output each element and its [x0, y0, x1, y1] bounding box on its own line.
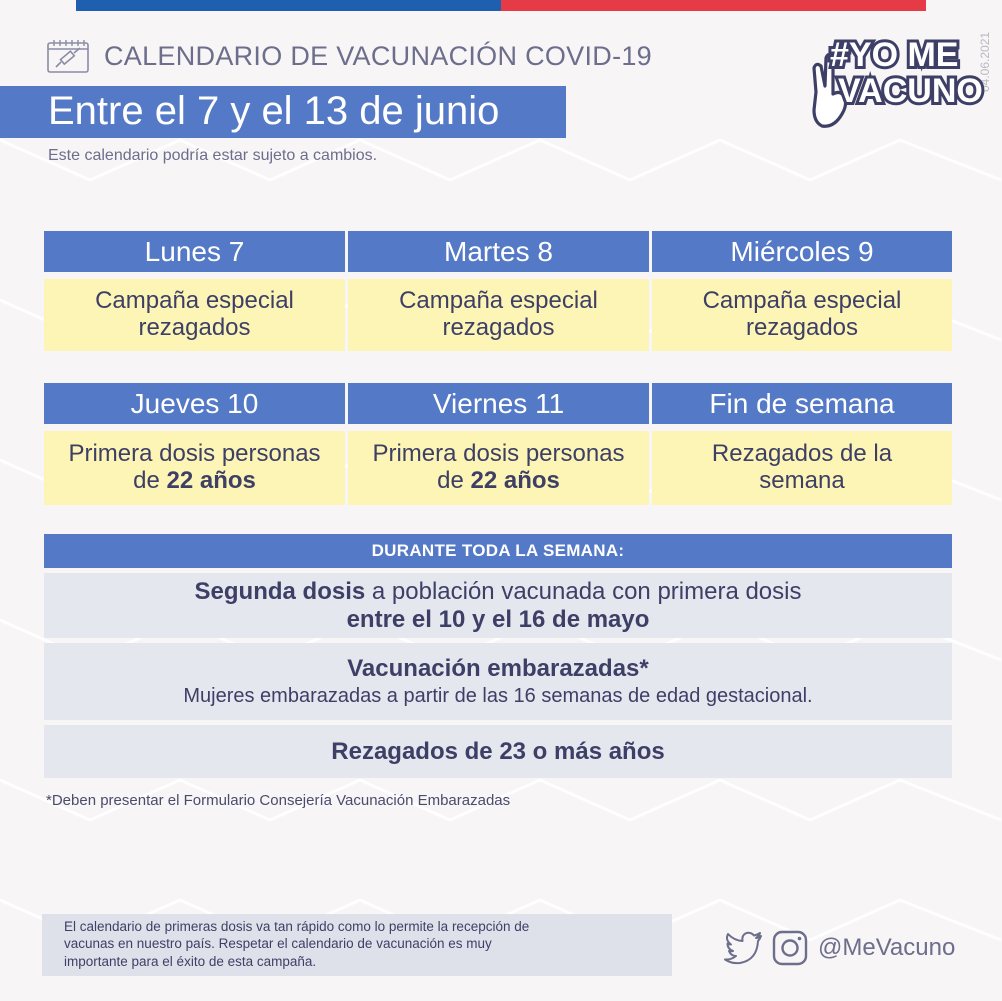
day-card — [44, 383, 345, 505]
pregnant-box — [44, 643, 952, 720]
day-header: Jueves 10 — [44, 383, 345, 424]
publish-date: 04.06.2021 — [978, 31, 992, 92]
second-dose-box — [44, 573, 952, 638]
day-line-2 — [437, 468, 560, 495]
day-card — [652, 231, 952, 351]
day-body — [348, 431, 649, 505]
days-row-2 — [44, 383, 952, 505]
day-body — [348, 279, 649, 351]
flag-stripe-blue — [76, 0, 501, 11]
day-line-2-prefix: de — [437, 467, 471, 494]
calendar-syringe-icon — [46, 38, 92, 74]
note-line-3: importante para el éxito de esta campaña. — [64, 953, 317, 969]
yo-me-vacuno-logo — [808, 28, 983, 136]
day-header: Miércoles 9 — [652, 231, 952, 272]
day-card — [44, 231, 345, 351]
social-handle[interactable]: @MeVacuno — [818, 934, 956, 961]
day-line-2-prefix: de — [133, 467, 167, 494]
disclaimer-subtitle: Este calendario podría estar sujeto a cambios. — [48, 147, 378, 164]
svg-text:VACUNO: VACUNO — [838, 72, 983, 110]
day-body — [44, 431, 345, 505]
page-title: CALENDARIO DE VACUNACIÓN COVID-19 — [104, 40, 653, 71]
day-line-1: Campaña especial — [399, 287, 598, 315]
day-body — [652, 431, 952, 505]
instagram-icon[interactable] — [772, 930, 808, 966]
flag-stripe — [76, 0, 926, 11]
day-line-1: Rezagados de la — [711, 440, 893, 468]
social-links — [724, 930, 955, 966]
flag-stripe-red — [501, 0, 926, 11]
lagging-box — [44, 725, 952, 778]
twitter-icon[interactable] — [724, 931, 764, 965]
all-week-heading: DURANTE TODA LA SEMANA: — [44, 534, 952, 568]
day-card — [348, 383, 649, 505]
day-line-1: Primera dosis personas — [372, 440, 625, 468]
info-note — [42, 914, 672, 976]
day-line-1: Campaña especial — [95, 287, 294, 315]
day-line-2: rezagados — [442, 314, 555, 341]
date-range: Entre el 7 y el 13 de junio — [48, 89, 500, 133]
day-card — [652, 383, 952, 505]
header — [46, 38, 652, 74]
day-line-2 — [133, 468, 256, 495]
second-dose-bold: Segunda dosis — [194, 577, 366, 605]
day-header: Lunes 7 — [44, 231, 345, 272]
pregnant-title: Vacunación embarazadas* — [347, 655, 649, 682]
age-highlight: 22 años — [470, 467, 560, 494]
day-header: Viernes 11 — [348, 383, 649, 424]
age-highlight: 22 años — [166, 467, 256, 494]
footnote: *Deben presentar el Formulario Consejería Vacunación Embarazadas — [46, 792, 511, 809]
note-line-1: El calendario de primeras dosis va tan rápido como lo permite la recepción de — [64, 919, 530, 934]
second-dose-rest: a población vacunada con primera dosis — [365, 577, 802, 605]
second-dose-line-2: entre el 10 y el 16 de mayo — [346, 605, 650, 633]
day-body — [652, 279, 952, 351]
days-row-1 — [44, 231, 952, 351]
svg-text:#YO ME: #YO ME — [830, 36, 959, 74]
second-dose-line-1 — [195, 578, 802, 606]
day-header: Fin de semana — [652, 383, 952, 424]
day-line-2: rezagados — [745, 314, 859, 341]
lagging-title: Rezagados de 23 o más años — [331, 737, 665, 765]
day-line-2: rezagados — [138, 314, 251, 341]
note-line-2: vacunas en nuestro país. Respetar el calendario de vacunación es muy — [64, 936, 492, 952]
day-line-1: Campaña especial — [702, 287, 902, 315]
day-body — [44, 279, 345, 351]
day-header: Martes 8 — [348, 231, 649, 272]
pregnant-text: Mujeres embarazadas a partir de las 16 semanas de edad gestacional. — [183, 685, 813, 707]
day-line-2: semana — [759, 467, 845, 494]
day-card — [348, 231, 649, 351]
date-range-banner — [0, 86, 566, 138]
day-line-1: Primera dosis personas — [68, 440, 321, 468]
